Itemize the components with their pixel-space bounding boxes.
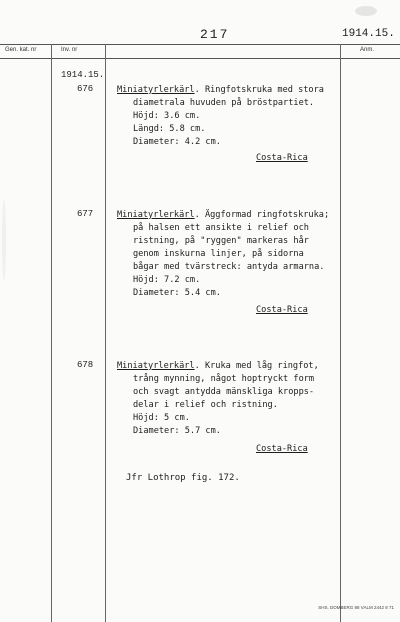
- entry-line: på halsen ett ansikte i relief och: [133, 223, 309, 233]
- entry-line: Diameter: 5.4 cm.: [133, 288, 221, 298]
- entry-title: Miniatyrlerkärl: [117, 85, 195, 95]
- year-label: 1914.15.: [61, 70, 105, 80]
- entry-line: diametrala huvuden på bröstpartiet.: [133, 98, 315, 108]
- entry-origin: Costa-Rica: [256, 153, 308, 163]
- entry-title: Miniatyrlerkärl: [117, 210, 195, 220]
- column-divider-2: [105, 44, 106, 622]
- entry-line: Höjd: 7.2 cm.: [133, 275, 201, 285]
- inv-number-677: 677: [77, 209, 94, 219]
- entry-line: Diameter: 4.2 cm.: [133, 137, 221, 147]
- entry-origin: Costa-Rica: [256, 305, 308, 315]
- header-gen-kat: Gen. kat. nr: [5, 47, 37, 53]
- entry-line: Höjd: 3.6 cm.: [133, 111, 201, 121]
- entry-677: [117, 209, 329, 221]
- entry-line: Diameter: 5.7 cm.: [133, 426, 221, 436]
- header-inv: Inv. nr: [61, 47, 78, 53]
- column-divider-3: [340, 44, 341, 622]
- column-divider-1: [51, 44, 52, 622]
- entry-origin: Costa-Rica: [256, 444, 308, 454]
- entry-line: genom inskurna linjer, på sidorna: [133, 249, 304, 259]
- header-year: 1914.15.: [342, 28, 395, 40]
- entry-line: delar i relief och ristning.: [133, 400, 278, 410]
- entry-line: . Ringfotskruka med stora: [194, 85, 324, 95]
- entry-line: trång mynning, något hoptryckt form: [133, 374, 315, 384]
- entry-line: . Äggformad ringfotskruka;: [194, 210, 330, 220]
- entry-line: Höjd: 5 cm.: [133, 413, 190, 423]
- entry-line: bågar med tvärstreck: antyda armarna.: [133, 262, 325, 272]
- scan-smudge: [355, 6, 377, 16]
- reference-note: Jfr Lothrop fig. 172.: [126, 473, 240, 483]
- inv-number-676: 676: [77, 84, 94, 94]
- header-anm: Anm.: [360, 47, 375, 53]
- inv-number-678: 678: [77, 360, 94, 370]
- entry-line: . Kruka med låg ringfot,: [194, 361, 319, 371]
- scan-edge-shadow: [2, 200, 6, 280]
- entry-line: och svagt antydda mänskliga kropps-: [133, 387, 315, 397]
- entry-676: [117, 84, 324, 96]
- printer-code: SHS. DOMBERG 88 VALM 2442 8 71: [318, 605, 394, 610]
- entry-title: Miniatyrlerkärl: [117, 361, 195, 371]
- entry-678: [117, 360, 319, 372]
- entry-line: ristning, på "ryggen" markeras hår: [133, 236, 309, 246]
- page-number: 217: [200, 27, 230, 42]
- entry-line: Längd: 5.8 cm.: [133, 124, 206, 134]
